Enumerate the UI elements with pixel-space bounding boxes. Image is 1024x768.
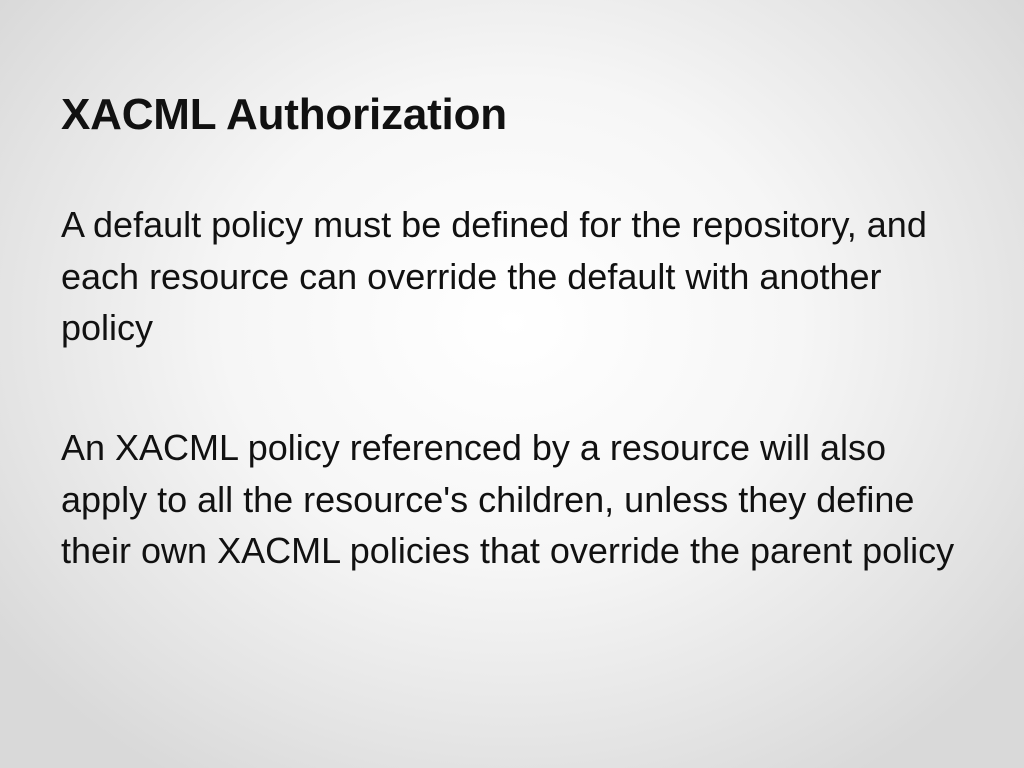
body-paragraph-default-policy: A default policy must be defined for the repository, and each resource can override the default with another policy <box>61 204 927 348</box>
body-paragraph-inheritance: An XACML policy referenced by a resource will also apply to all the resource's children, unless they define their own XACML policies that override the parent policy <box>61 427 955 571</box>
slide-title: XACML Authorization <box>61 90 507 139</box>
